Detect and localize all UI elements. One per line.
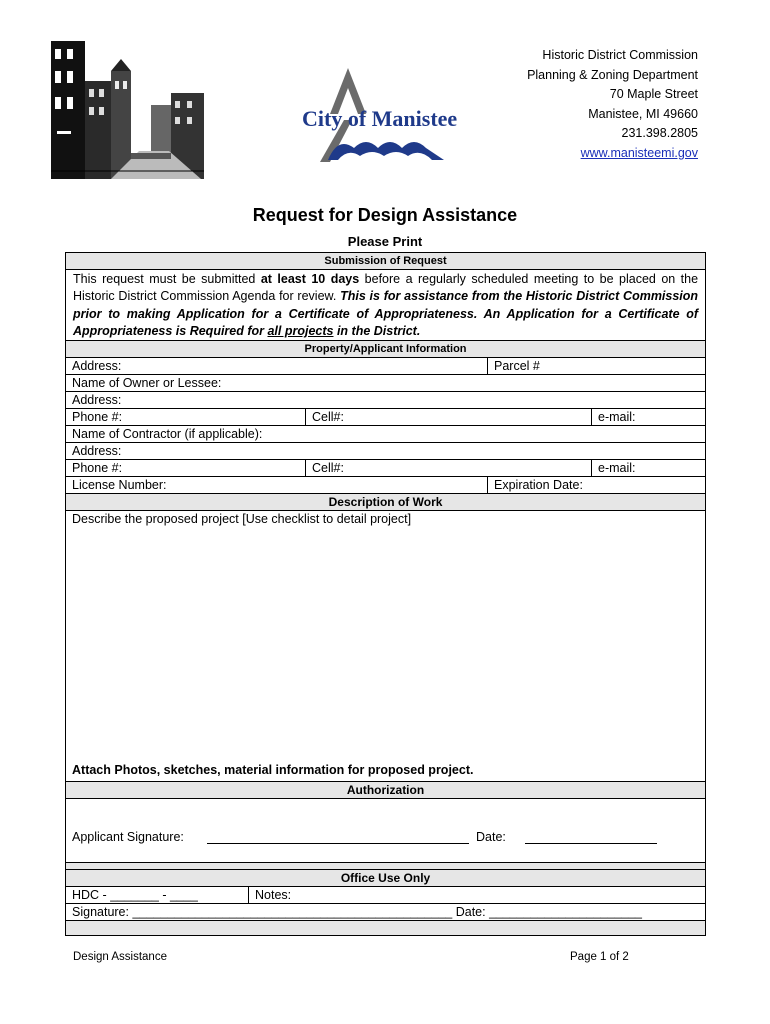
contractor-email-field[interactable]: e-mail: bbox=[592, 460, 706, 477]
owner-cell-field[interactable]: Cell#: bbox=[306, 409, 592, 426]
authorization-area bbox=[66, 799, 706, 863]
office-separator bbox=[66, 863, 706, 870]
expiration-date-field[interactable]: Expiration Date: bbox=[488, 477, 706, 494]
section-description: Description of Work bbox=[66, 494, 706, 511]
contractor-address-field[interactable]: Address: bbox=[66, 443, 706, 460]
property-address-field[interactable]: Address: bbox=[66, 358, 488, 375]
applicant-date-label: Date: bbox=[476, 830, 506, 845]
footer-form-name: Design Assistance bbox=[73, 951, 167, 963]
city-logo-text: City of Manistee bbox=[302, 106, 458, 131]
notes-field[interactable]: Notes: bbox=[249, 887, 706, 904]
hdc-number-field[interactable]: HDC - _______ - ____ bbox=[66, 887, 249, 904]
footer-page-number: Page 1 of 2 bbox=[570, 951, 629, 963]
office-bottom-band bbox=[66, 921, 706, 936]
section-submission: Submission of Request bbox=[66, 253, 706, 270]
contractor-name-field[interactable]: Name of Contractor (if applicable): bbox=[66, 426, 706, 443]
street-sketch-image bbox=[51, 41, 204, 179]
project-description-field[interactable] bbox=[66, 511, 706, 782]
license-number-field[interactable]: License Number: bbox=[66, 477, 488, 494]
page-title: Request for Design Assistance bbox=[252, 205, 518, 225]
page-subtitle: Please Print bbox=[347, 234, 423, 249]
request-form bbox=[65, 252, 706, 936]
contractor-phone-field[interactable]: Phone #: bbox=[66, 460, 306, 477]
owner-address-field[interactable]: Address: bbox=[66, 392, 706, 409]
attach-instruction: Attach Photos, sketches, material information for proposed project. bbox=[72, 763, 474, 778]
address-line-phone: 231.398.2805 bbox=[621, 126, 698, 141]
office-signature-field[interactable]: Signature: ______________________________________________ Date: ______________________ bbox=[66, 904, 706, 921]
address-line-city: Manistee, MI 49660 bbox=[588, 106, 698, 121]
address-line-street: 70 Maple Street bbox=[609, 87, 698, 102]
owner-email-field[interactable]: e-mail: bbox=[592, 409, 706, 426]
section-property: Property/Applicant Information bbox=[66, 341, 706, 358]
submission-notice: This request must be submitted at least 10 days before a regularly scheduled meeting to be placed on the Historic District Commission Agenda for review. This is for assistance from the Historic District Commission prior to making Application for a Certificate of Appropriateness. An Application for a Certificate of Appropriateness is Required for all projects in the District. bbox=[66, 270, 706, 341]
applicant-signature-label: Applicant Signature: bbox=[72, 830, 184, 845]
describe-instruction: Describe the proposed project [Use checklist to detail project] bbox=[72, 512, 412, 527]
contractor-cell-field[interactable]: Cell#: bbox=[306, 460, 592, 477]
section-authorization: Authorization bbox=[66, 782, 706, 799]
applicant-date-line[interactable] bbox=[525, 843, 657, 844]
header-address bbox=[527, 46, 698, 164]
owner-name-field[interactable]: Name of Owner or Lessee: bbox=[66, 375, 706, 392]
owner-phone-field[interactable]: Phone #: bbox=[66, 409, 306, 426]
applicant-signature-line[interactable] bbox=[207, 843, 469, 844]
section-office-use: Office Use Only bbox=[66, 870, 706, 887]
address-line-commission: Historic District Commission bbox=[542, 48, 698, 62]
website-link[interactable]: www.manisteemi.gov bbox=[580, 145, 698, 160]
address-line-department: Planning & Zoning Department bbox=[527, 67, 698, 82]
parcel-field[interactable]: Parcel # bbox=[488, 358, 706, 375]
